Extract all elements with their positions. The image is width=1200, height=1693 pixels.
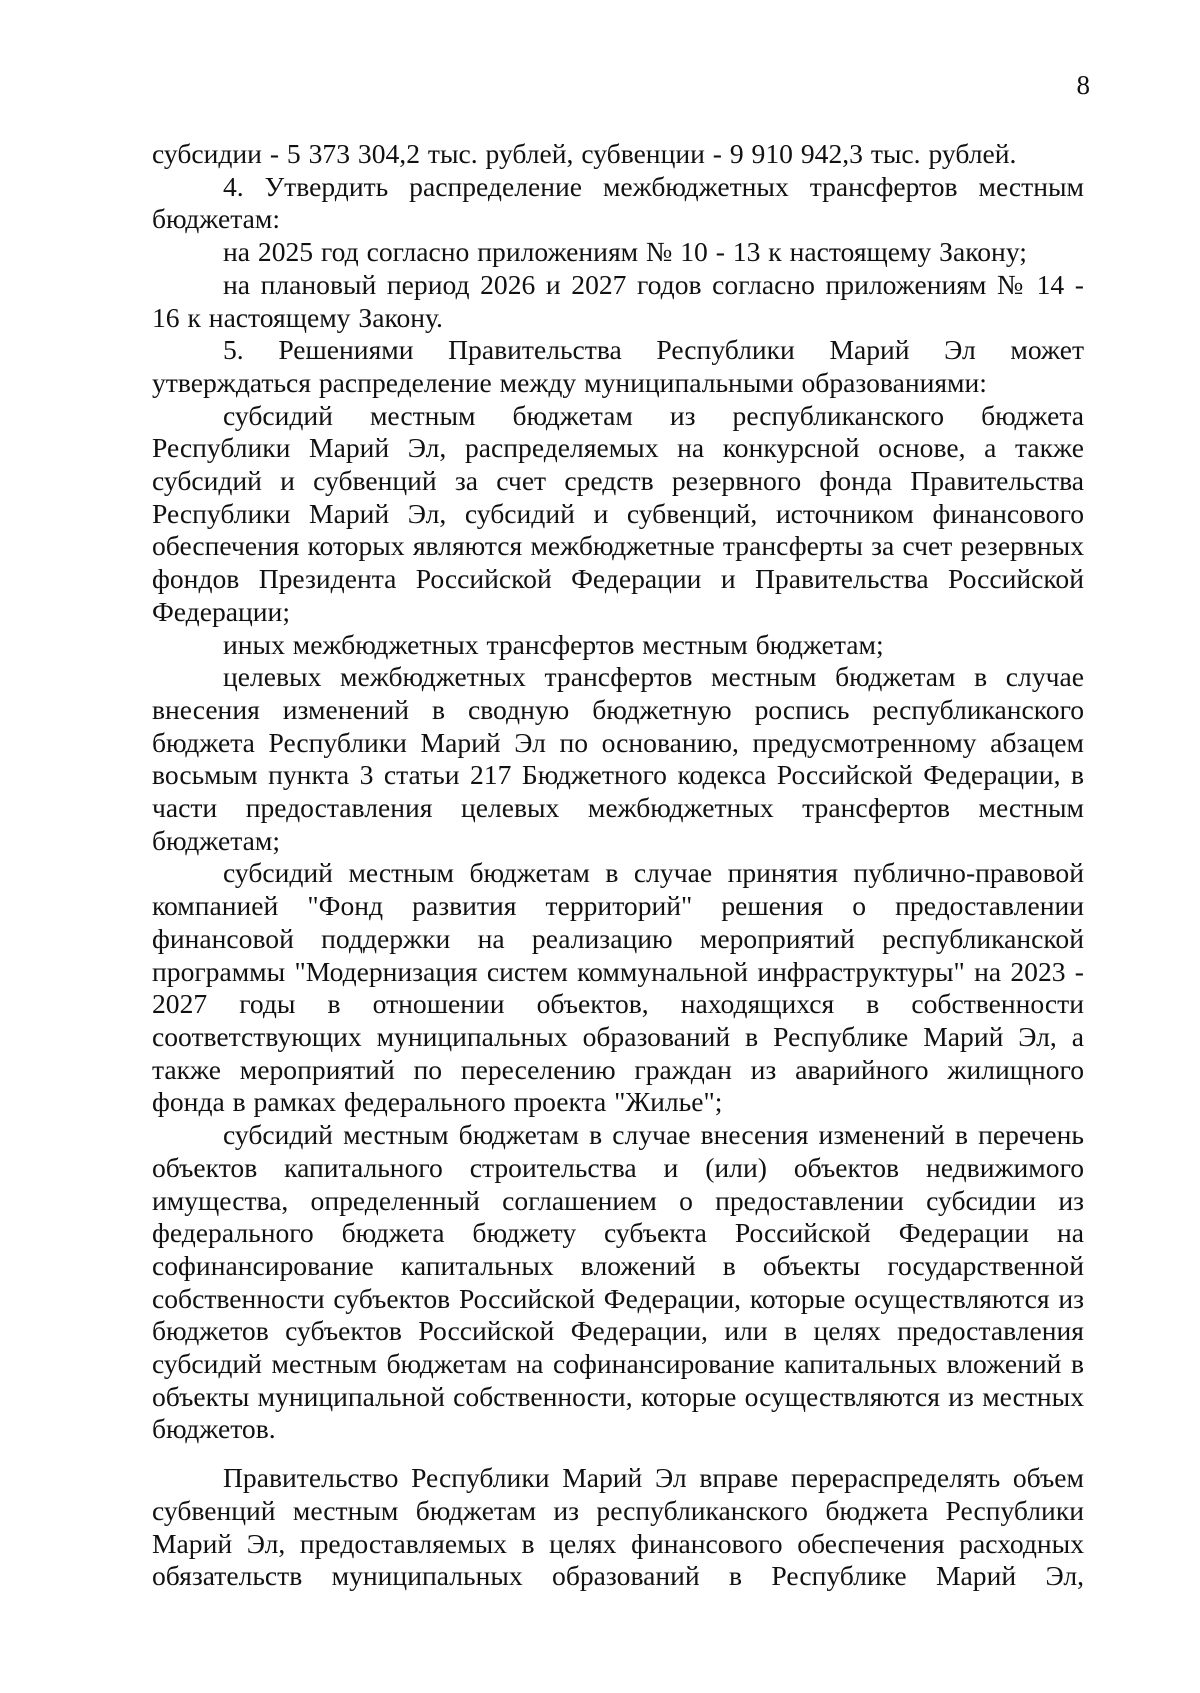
paragraph-competitive-subsidies: субсидий местным бюджетам из республиканского бюджета Республики Марий Эл, распределяемых на конкурсной основе, а также субсидий и субвенций за счет средств резервного фонда Правительства Республики Марий Эл, субсидий и субвенций, источником финансового обеспечения которых являются межбюджетные трансферты за счет резервных фондов Президента Российской Федерации и Правительства Российской Федерации;: [152, 399, 1084, 627]
page-number: 8: [1076, 70, 1090, 100]
paragraph-subsidies-totals: субсидии - 5 373 304,2 тыс. рублей, субвенции - 9 910 942,3 тыс. рублей.: [152, 138, 1017, 169]
paragraph-item-5: 5. Решениями Правительства Республики Марий Эл может утверждаться распределение между муниципальными образованиями:: [152, 334, 1084, 398]
paragraph-government-redistribution: Правительство Республики Марий Эл вправе перераспределять объем субвенций местным бюджетам из республиканского бюджета Республики Марий Эл, предоставляемых в целях финансового обеспечения расходных обязательств муниципальных образований в Республике Марий Эл,: [152, 1462, 1084, 1592]
paragraph-territory-fund-subsidies: субсидий местным бюджетам в случае принятия публично-правовой компанией "Фонд развития территорий" решения о предоставлении финансовой поддержки на реализацию мероприятий республиканской программы "Модернизация систем коммунальной инфраструктуры" на 2023 - 2027 годы в отношении объектов, находящихся в собственности соответствующих муниципальных образований в Республике Марий Эл, а также мероприятий по переселению граждан из аварийного жилищного фонда в рамках федерального проекта "Жилье";: [152, 857, 1084, 1118]
document-body: [152, 138, 1084, 1593]
paragraph-planning-period-appendices: на плановый период 2026 и 2027 годов согласно приложениям № 14 - 16 к настоящему Закону.: [152, 268, 1084, 333]
paragraph-capital-construction-subsidies: субсидий местным бюджетам в случае внесения изменений в перечень объектов капитального строительства и (или) объектов недвижимого имущества, определенный соглашением о предоставлении субсидии из федерального бюджета бюджету субъекта Российской Федерации на софинансирование капитальных вложений в объекты государственной собственности субъектов Российской Федерации, которые осуществляются из бюджетов субъектов Российской Федерации, или в целях предоставления субсидий местным бюджетам на софинансирование капитальных вложений в объекты муниципальной собственности, которые осуществляются из местных бюджетов.: [152, 1119, 1084, 1445]
paragraph-2025-appendices: на 2025 год согласно приложениям № 10 - 13 к настоящему Закону;: [223, 236, 1027, 268]
paragraph-item-4: 4. Утвердить распределение межбюджетных трансфертов местным бюджетам:: [152, 170, 1084, 235]
paragraph-targeted-transfers: целевых межбюджетных трансфертов местным бюджетам в случае внесения изменений в сводную бюджетную роспись республиканского бюджета Республики Марий Эл по основанию, предусмотренному абзацем восьмым пункта 3 статьи 217 Бюджетного кодекса Российской Федерации, в части предоставления целевых межбюджетных трансфертов местным бюджетам;: [152, 661, 1084, 856]
paragraph-other-transfers: иных межбюджетных трансфертов местным бюджетам;: [223, 628, 884, 660]
